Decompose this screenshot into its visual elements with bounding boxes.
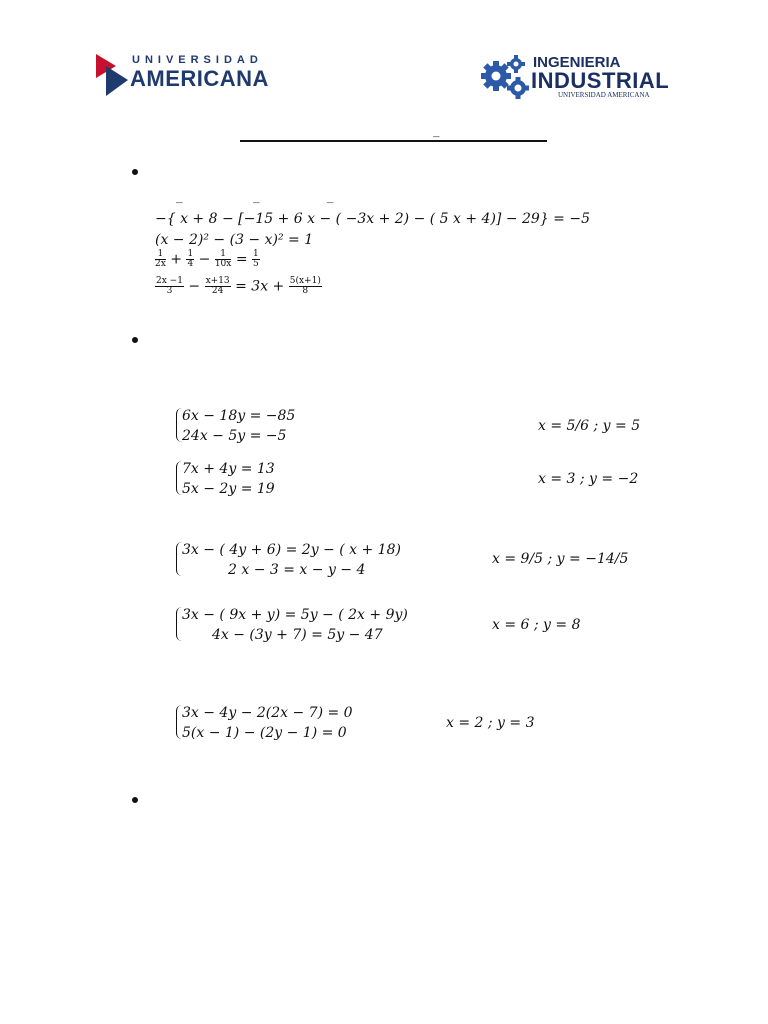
gears-icon (478, 52, 534, 102)
equation-1: −{ x + 8 − [−15 + 6 x − ( −3x + 2) − ( 5 x + 4)] − 29} = −5 (155, 211, 590, 227)
small-dash: _ (327, 189, 334, 204)
title-underline (240, 140, 547, 142)
solution-4: x = 6 ; y = 8 (492, 617, 581, 633)
bullet-2 (132, 337, 138, 343)
system-4-eq2: 4x − (3y + 7) = 5y − 47 (212, 627, 383, 643)
logo-right-line2: INDUSTRIAL (531, 68, 670, 93)
equation-4: $\frac{2x -1}{3}$ − $\frac{x+13}{24}$ = 3x + $\frac{5(x+1)}{8}$ (156, 276, 321, 296)
system-3-eq1: 3x − ( 4y + 6) = 2y − ( x + 18) (182, 542, 401, 558)
small-dash: _ (176, 189, 183, 204)
system-1-eq2: 24x − 5y = −5 (182, 428, 287, 444)
system-4-eq1: 3x − ( 9x + y) = 5y − ( 2x + 9y) (182, 607, 408, 623)
system-3-eq2: 2 x − 3 = x − y − 4 (228, 562, 366, 578)
logo-right-line3: UNIVERSIDAD AMERICANA (558, 91, 650, 99)
equation-2: (x − 2)² − (3 − x)² = 1 (155, 232, 314, 248)
bullet-1 (132, 169, 138, 175)
solution-3: x = 9/5 ; y = −14/5 (492, 551, 629, 567)
system-5-eq2: 5(x − 1) − (2y − 1) = 0 (182, 725, 347, 741)
system-5-eq1: 3x − 4y − 2(2x − 7) = 0 (182, 705, 353, 721)
system-2-eq1: 7x + 4y = 13 (182, 461, 275, 477)
small-dash: _ (253, 189, 260, 204)
logo-left-top-text: UNIVERSIDAD (132, 54, 263, 66)
title-dash: _ (433, 123, 440, 138)
equation-3: $\frac{1}{2x}$ + $\frac{1}{4}$ − $\frac{1}{10x}$ = $\frac{1}{5}$ (155, 249, 259, 269)
system-1-eq1: 6x − 18y = −85 (182, 408, 296, 424)
logo-right-line1: INGENIERIA (533, 54, 621, 71)
universidad-americana-logo (96, 52, 271, 98)
system-2-eq2: 5x − 2y = 19 (182, 481, 275, 497)
logo-flag-icon (96, 52, 130, 98)
ingenieria-industrial-logo (478, 52, 693, 102)
bullet-3 (132, 797, 138, 803)
logo-left-main-text: AMERICANA (130, 66, 269, 91)
solution-5: x = 2 ; y = 3 (446, 715, 535, 731)
solution-2: x = 3 ; y = −2 (538, 471, 639, 487)
solution-1: x = 5/6 ; y = 5 (538, 418, 641, 434)
